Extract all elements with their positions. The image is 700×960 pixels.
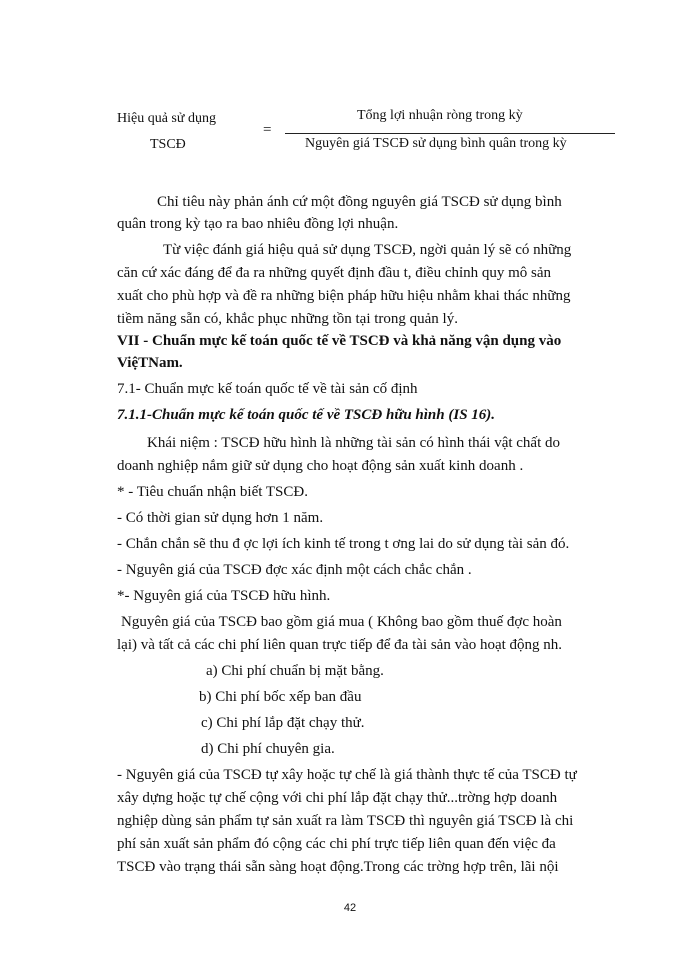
section-heading-line-2: ViệTNam.: [117, 355, 183, 371]
formula-equals: =: [263, 122, 272, 138]
paragraph-2-line-3: xuất cho phù hợp và đề ra những biện pháp hữu hiệu nhằm khai thác những: [117, 288, 571, 304]
cost-item-d: d) Chi phí chuyên gia.: [201, 741, 335, 757]
criteria-item-2: - Chắn chắn sẽ thu đ ợc lợi ích kinh tế trong t ơng lai do sử dụng tài sản đó.: [117, 536, 570, 552]
last-paragraph-line-1: - Nguyên giá của TSCĐ tự xây hoặc tự chế là giá thành thực tế của TSCĐ tự: [117, 767, 577, 783]
last-paragraph-line-2: xây dựng hoặc tự chế cộng với chi phí lắp đặt chạy thử...trờng hợp doanh: [117, 790, 558, 806]
last-paragraph-line-3: nghiệp dùng sản phẩm tự sản xuất ra làm TSCĐ thì nguyên giá TSCĐ là chi: [117, 813, 574, 829]
section-heading-line-1: VII - Chuẩn mực kế toán quốc tế về TSCĐ và khả năng vận dụng vào: [117, 333, 562, 349]
fraction-bar: [285, 133, 615, 134]
paragraph-1-line-1: Chỉ tiêu này phản ánh cứ một đồng nguyên giá TSCĐ sử dụng bình: [157, 194, 562, 210]
subsection-7-1: 7.1- Chuẩn mực kế toán quốc tế về tài sản cố định: [117, 381, 418, 397]
formula-label-line1: Hiệu quả sử dụng: [117, 111, 216, 126]
page-number: 42: [343, 902, 357, 914]
concept-line-1: Khái niệm : TSCĐ hữu hình là những tài sản có hình thái vật chất do: [147, 435, 561, 451]
criteria-item-1: - Có thời gian sử dụng hơn 1 năm.: [117, 510, 324, 526]
paragraph-2-line-1: Từ việc đánh giá hiệu quả sử dụng TSCĐ, ngời quản lý sẽ có những: [163, 242, 572, 258]
cost-line-2: lại) và tất cả các chi phí liên quan trực tiếp để đa tài sản vào hoạt động nh.: [117, 637, 563, 653]
cost-item-b: b) Chi phí bốc xếp ban đầu: [199, 689, 362, 705]
formula-numerator: Tổng lợi nhuận ròng trong kỳ: [357, 108, 523, 123]
last-paragraph-line-5: TSCĐ vào trạng thái sẵn sàng hoạt động.Trong các trờng hợp trên, lãi nội: [117, 859, 559, 875]
paragraph-2-line-4: tiềm năng sẵn có, khắc phục những tồn tại trong quản lý.: [117, 311, 458, 327]
cost-line-1: Nguyên giá của TSCĐ bao gồm giá mua ( Không bao gồm thuế đợc hoàn: [121, 614, 562, 630]
cost-heading: *- Nguyên giá của TSCĐ hữu hình.: [117, 588, 331, 604]
paragraph-1-line-2: quân trong kỳ tạo ra bao nhiêu đồng lợi nhuận.: [117, 216, 399, 232]
formula-denominator: Nguyên giá TSCĐ sử dụng bình quân trong kỳ: [305, 136, 567, 151]
formula-label-line2: TSCĐ: [150, 137, 186, 152]
paragraph-2-line-2: căn cứ xác đáng để đa ra những quyết định đầu t, điều chỉnh quy mô sản: [117, 265, 552, 281]
criteria-heading: * - Tiêu chuẩn nhận biết TSCĐ.: [117, 484, 308, 500]
criteria-item-3: - Nguyên giá của TSCĐ đợc xác định một cách chắc chắn .: [117, 562, 472, 578]
last-paragraph-line-4: phí sản xuất sản phẩm đó cộng các chi phí trực tiếp liên quan đến việc đa: [117, 836, 556, 852]
cost-item-c: c) Chi phí lắp đặt chạy thử.: [201, 715, 365, 731]
subsection-7-1-1: 7.1.1-Chuẩn mực kế toán quốc tế về TSCĐ hữu hình (IS 16).: [117, 407, 496, 423]
cost-item-a: a) Chi phí chuẩn bị mặt bằng.: [206, 663, 384, 679]
concept-line-2: doanh nghiệp nắm giữ sử dụng cho hoạt động sản xuất kinh doanh .: [117, 458, 524, 474]
